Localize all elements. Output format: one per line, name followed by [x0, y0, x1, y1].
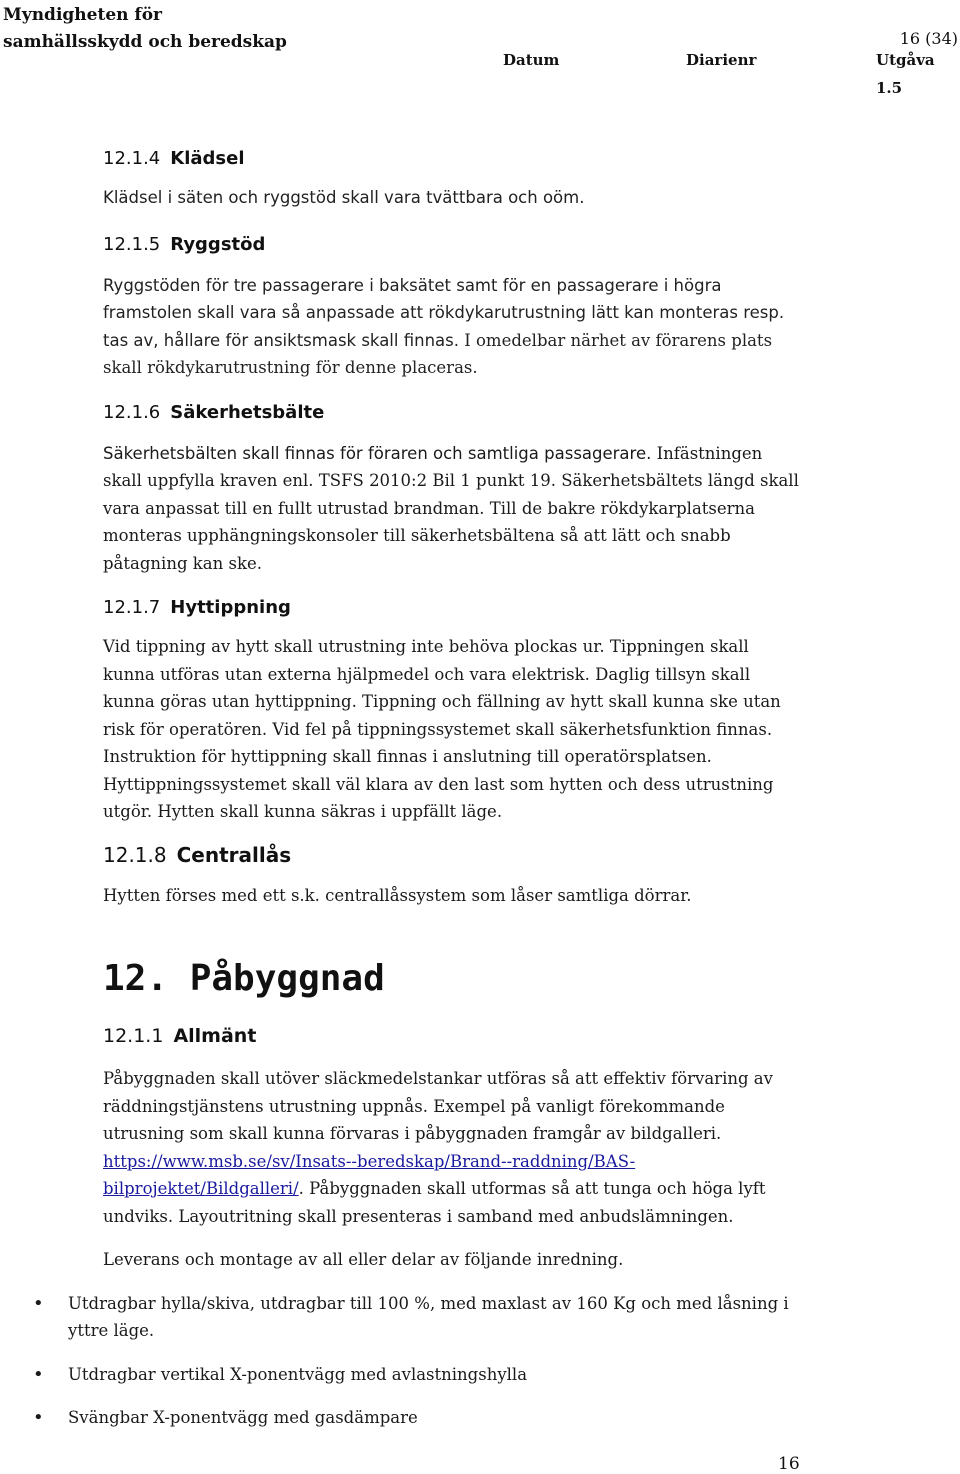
- bullet-icon: •: [33, 1363, 44, 1385]
- list-item: [0, 1361, 803, 1389]
- allmant-text-part-2: . Påbyggnaden skall utformas så att tunga och höga lyft undviks. Layoutritning skall presenteras i samband med anbudslämningen.: [103, 1179, 766, 1226]
- section-text-allmant: [103, 1065, 803, 1230]
- footer-page-number: 16: [778, 1454, 800, 1474]
- list-item: [0, 1404, 803, 1432]
- bullet-icon: •: [33, 1407, 44, 1428]
- section-heading-kladsel: [103, 146, 803, 172]
- section-heading-hyttippning: [103, 595, 803, 621]
- section-heading-centrallas: [103, 842, 803, 868]
- sakerhetsbalte-text-part-2: Infästningen skall uppfylla kraven enl. TSFS 2010:2 Bil 1 punkt 19. Säkerhetsbältets längd skall vara anpassat till en fullt utrustad brandman. Till de bakre rökdykarplatserna monteras upphängningskonsoler till säkerhetsbältena så att lätt och snabb påtagning kan ske.: [103, 443, 799, 573]
- header-edition-value: 1.5: [876, 79, 903, 97]
- list-item-text: Svängbar X-ponentvägg med gasdämpare: [68, 1408, 418, 1427]
- chapter-heading-pabyggnad: 12. Påbyggnad: [103, 958, 385, 999]
- organization-name: [3, 2, 287, 56]
- bullet-icon: •: [33, 1292, 44, 1314]
- section-number: 12.1.4: [103, 148, 161, 169]
- sakerhetsbalte-text-part-1: Säkerhetsbälten skall finnas för föraren och samtliga passagerare.: [103, 443, 652, 463]
- list-item-text: Utdragbar vertikal X-ponentvägg med avlastningshylla: [68, 1364, 528, 1384]
- section-text-sakerhetsbalte: [103, 440, 803, 578]
- section-title: Allmänt: [173, 1025, 257, 1047]
- bildgalleri-link[interactable]: https://www.msb.se/sv/Insats--beredskap/Brand--raddning/BAS-bilprojektet/Bildgalleri/: [103, 1151, 636, 1198]
- section-title: Ryggstöd: [170, 233, 266, 255]
- list-item-text: Utdragbar hylla/skiva, utdragbar till 100 %, med maxlast av 160 Kg och med låsning i yttre läge.: [68, 1293, 789, 1340]
- allmant-text-part-1: Påbyggnaden skall utöver släckmedelstankar utföras så att effektiv förvaring av räddningstjänstens utrustning uppnås. Exempel på vanligt förekommande utrusning som skall kunna förvaras i påbyggnaden framgår av bildgalleri.: [103, 1069, 773, 1143]
- document-body: [33, 146, 803, 1432]
- section-number: 12.1.6: [103, 401, 161, 423]
- page-count: 16 (34): [899, 29, 958, 48]
- section-text-centrallas: Hytten förses med ett s.k. centrallåssystem som låser samtliga dörrar.: [103, 885, 692, 905]
- section-text-kladsel: Klädsel i säten och ryggstöd skall vara tvättbara och oöm.: [103, 188, 585, 207]
- inredning-intro: Leverans och montage av all eller delar av följande inredning.: [103, 1250, 624, 1269]
- inredning-list: [0, 1290, 803, 1432]
- section-heading-ryggstod: [103, 232, 803, 258]
- section-text-hyttippning: Vid tippning av hytt skall utrustning inte behöva plockas ur. Tippningen skall kunna utföras utan externa hjälpmedel och vara elektrisk. Daglig tillsyn skall kunna göras utan hyttippning. Tippning och fällning av hytt skall kunna ske utan risk för operatören. Vid fel på tippningssystemet skall säkerhetsfunktion finnas. Instruktion för hyttippning skall finnas i anslutning till operatörsplatsen. Hyttippningssystemet skall väl klara av den last som hytten och dess utrustning utgör. Hytten skall kunna säkras i uppfällt läge.: [103, 637, 781, 821]
- section-number: 12.1.7: [103, 597, 161, 618]
- header-diarienr-label: Diarienr: [686, 51, 757, 69]
- list-item: [0, 1290, 803, 1345]
- section-title: Säkerhetsbälte: [170, 401, 325, 423]
- section-number: 12.1.1: [103, 1025, 164, 1047]
- organization-line-1: Myndigheten för: [3, 5, 163, 25]
- header-edition-label: Utgåva: [876, 51, 935, 69]
- section-number: 12.1.5: [103, 233, 161, 255]
- section-heading-sakerhetsbalte: [103, 400, 803, 426]
- ryggstod-text-part-2: I omedelbar närhet av förarens plats skall rökdykarutrustning för denne placeras.: [103, 330, 773, 377]
- section-text-ryggstod: [103, 272, 803, 382]
- ryggstod-text-part-1: Ryggstöden för tre passagerare i baksätet samt för en passagerare i högra framstolen skall vara så anpassade att rökdykarutrustning lätt kan monteras resp. tas av, hållare för ansiktsmask skall finnas.: [103, 275, 785, 350]
- header-date-label: Datum: [503, 51, 560, 69]
- section-title: Centrallås: [176, 842, 292, 867]
- section-title: Klädsel: [170, 148, 245, 169]
- section-number: 12.1.8: [103, 842, 167, 867]
- section-title: Hyttippning: [170, 597, 291, 618]
- organization-line-2: samhällsskydd och beredskap: [3, 32, 287, 52]
- section-heading-allmant: [103, 1023, 803, 1049]
